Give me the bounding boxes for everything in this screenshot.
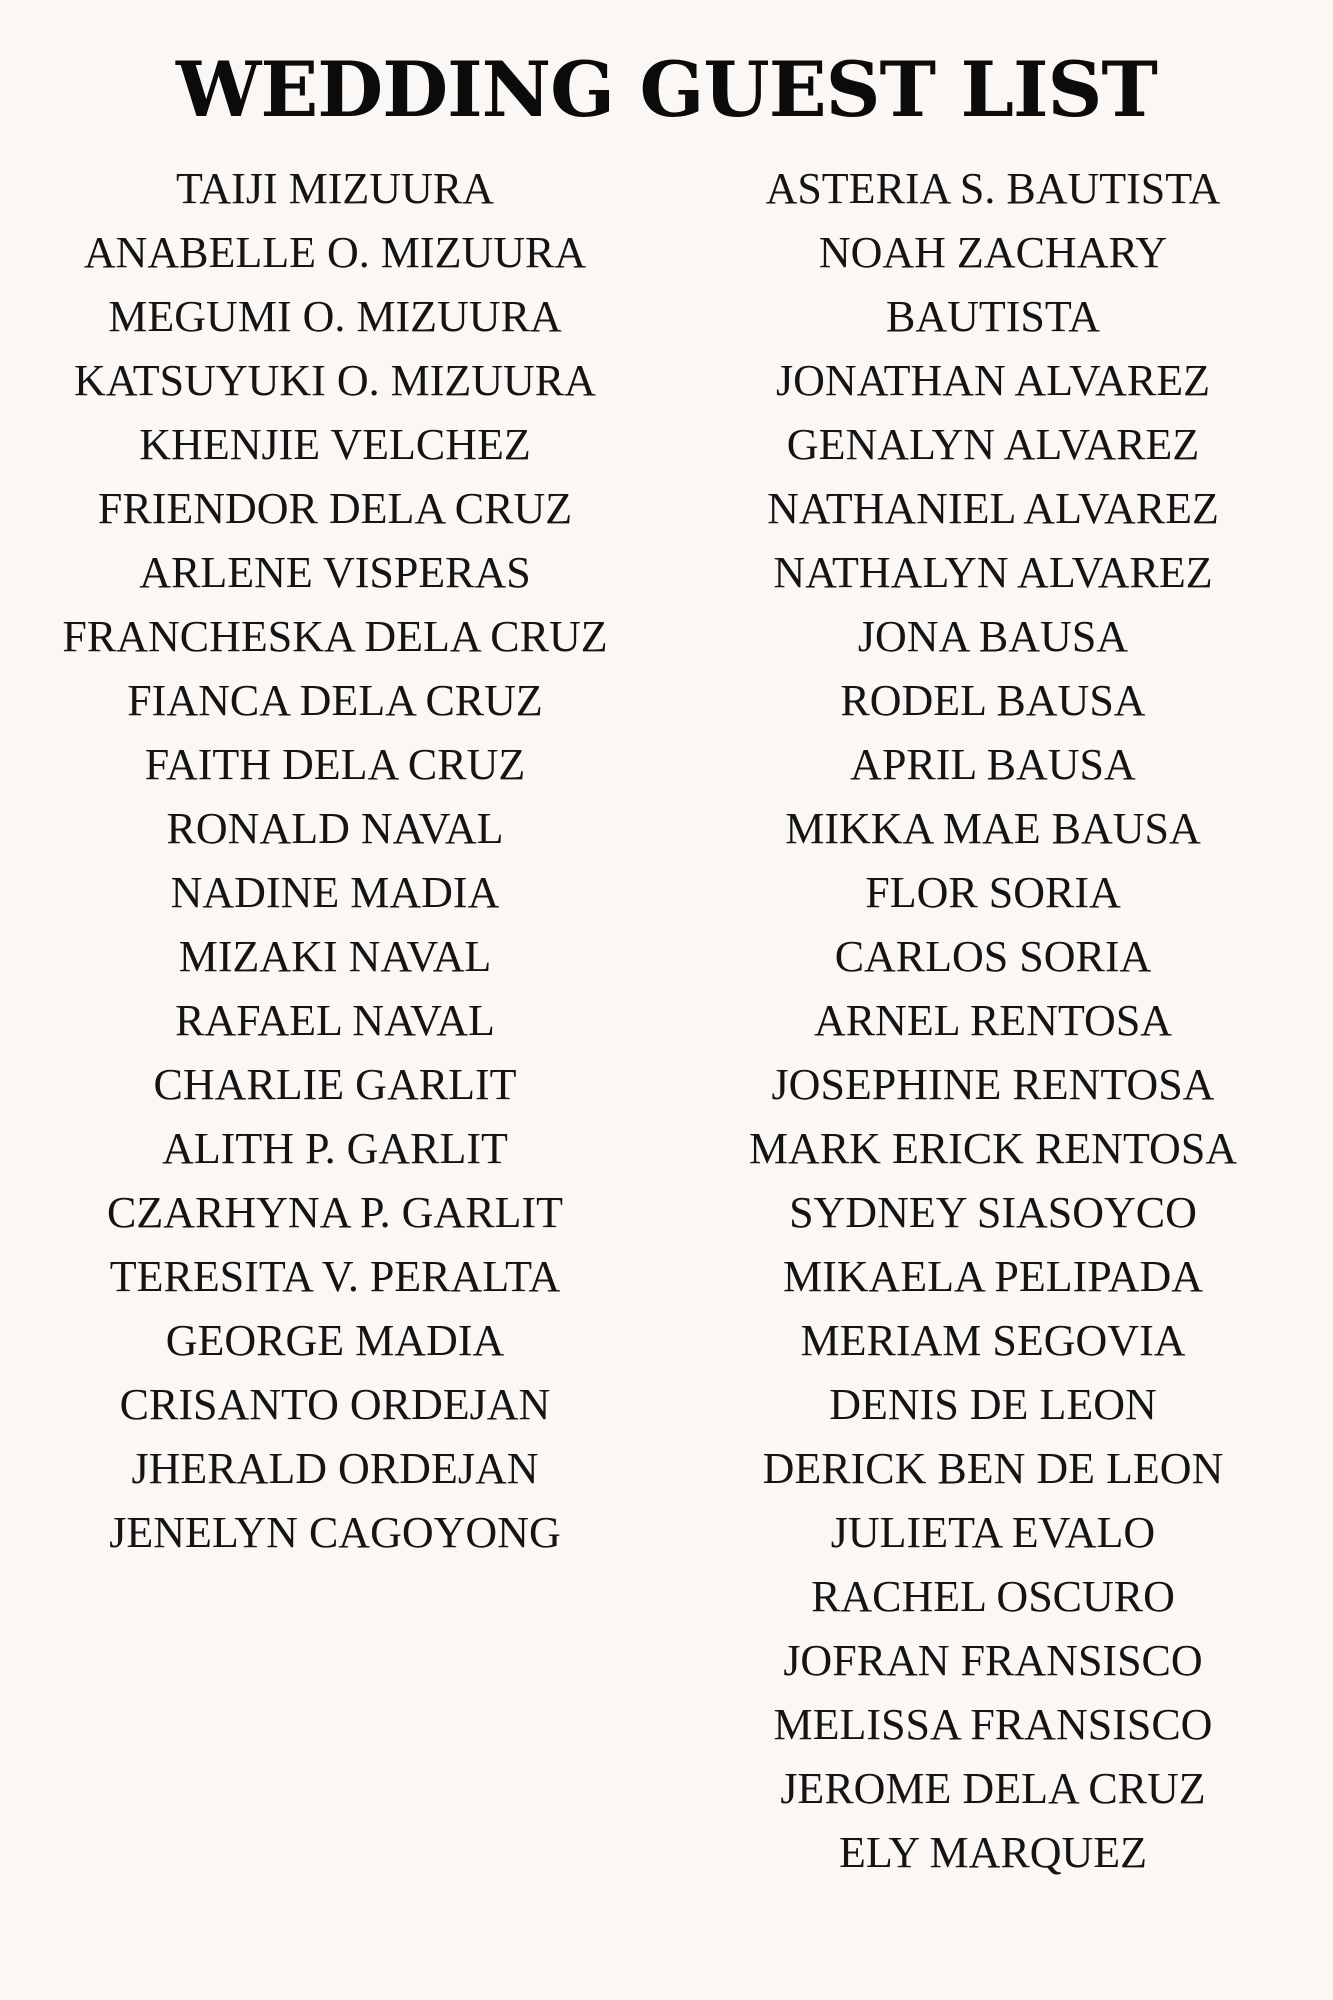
guest-name: MIKKA MAE BAUSA <box>785 804 1201 853</box>
guest-name: ARNEL RENTOSA <box>813 996 1173 1045</box>
guest-name: ELY MARQUEZ <box>838 1828 1148 1877</box>
guest-name: JOFRAN FRANSISCO <box>783 1636 1203 1685</box>
guest-name: JOSEPHINE RENTOSA <box>771 1060 1215 1109</box>
guest-name: MERIAM SEGOVIA <box>800 1316 1186 1365</box>
guest-name: NATHALYN ALVAREZ <box>773 548 1213 597</box>
guest-name: APRIL BAUSA <box>850 740 1136 789</box>
guest-name: FIANCA DELA CRUZ <box>127 676 543 725</box>
guest-name: TAIJI MIZUURA <box>176 164 494 213</box>
guest-name: RODEL BAUSA <box>840 676 1146 725</box>
guest-name: KATSUYUKI O. MIZUURA <box>74 356 596 405</box>
guest-name: FRANCHESKA DELA CRUZ <box>62 612 608 661</box>
guest-name: ARLENE VISPERAS <box>139 548 531 597</box>
guest-name: FLOR SORIA <box>865 868 1121 917</box>
guest-name: FAITH DELA CRUZ <box>144 740 526 789</box>
guest-name: JHERALD ORDEJAN <box>131 1444 539 1493</box>
guest-name: MEGUMI O. MIZUURA <box>108 292 562 341</box>
guest-name: ANABELLE O. MIZUURA <box>83 228 587 277</box>
page-title: WEDDING GUEST LIST <box>176 45 1157 134</box>
guest-column-left <box>5 157 665 1565</box>
guest-column-right <box>663 157 1323 1885</box>
guest-name: CZARHYNA P. GARLIT <box>107 1188 563 1237</box>
guest-name: MIKAELA PELIPADA <box>782 1252 1204 1301</box>
guest-name: JULIETA EVALO <box>830 1508 1156 1557</box>
guest-name: JEROME DELA CRUZ <box>780 1764 1206 1813</box>
guest-name: BAUTISTA <box>885 292 1101 341</box>
guest-name: MIZAKI NAVAL <box>178 932 492 981</box>
guest-name: TERESITA V. PERALTA <box>109 1252 561 1301</box>
guest-name: ALITH P. GARLIT <box>162 1124 508 1173</box>
guest-name: JONATHAN ALVAREZ <box>776 356 1210 405</box>
guest-name: FRIENDOR DELA CRUZ <box>97 484 573 533</box>
guest-name: JENELYN CAGOYONG <box>109 1508 561 1557</box>
guest-name: KHENJIE VELCHEZ <box>139 420 531 469</box>
guest-name: RONALD NAVAL <box>166 804 504 853</box>
guest-name: CHARLIE GARLIT <box>153 1060 517 1109</box>
guest-name: SYDNEY SIASOYCO <box>789 1188 1197 1237</box>
guest-name: GEORGE MADIA <box>165 1316 505 1365</box>
guest-name: NADINE MADIA <box>170 868 500 917</box>
guest-name: MELISSA FRANSISCO <box>773 1700 1213 1749</box>
guest-name: MARK ERICK RENTOSA <box>748 1124 1238 1173</box>
guest-name: DERICK BEN DE LEON <box>762 1444 1224 1493</box>
guest-name: NATHANIEL ALVAREZ <box>767 484 1219 533</box>
guest-name: ASTERIA S. BAUTISTA <box>765 164 1221 213</box>
guest-name: RAFAEL NAVAL <box>175 996 495 1045</box>
guest-name: CARLOS SORIA <box>834 932 1152 981</box>
guest-name: DENIS DE LEON <box>829 1380 1157 1429</box>
guest-name: CRISANTO ORDEJAN <box>119 1380 551 1429</box>
guest-name: NOAH ZACHARY <box>818 228 1168 277</box>
guest-name: JONA BAUSA <box>857 612 1129 661</box>
guest-name: RACHEL OSCURO <box>811 1572 1175 1621</box>
guest-name: GENALYN ALVAREZ <box>786 420 1200 469</box>
